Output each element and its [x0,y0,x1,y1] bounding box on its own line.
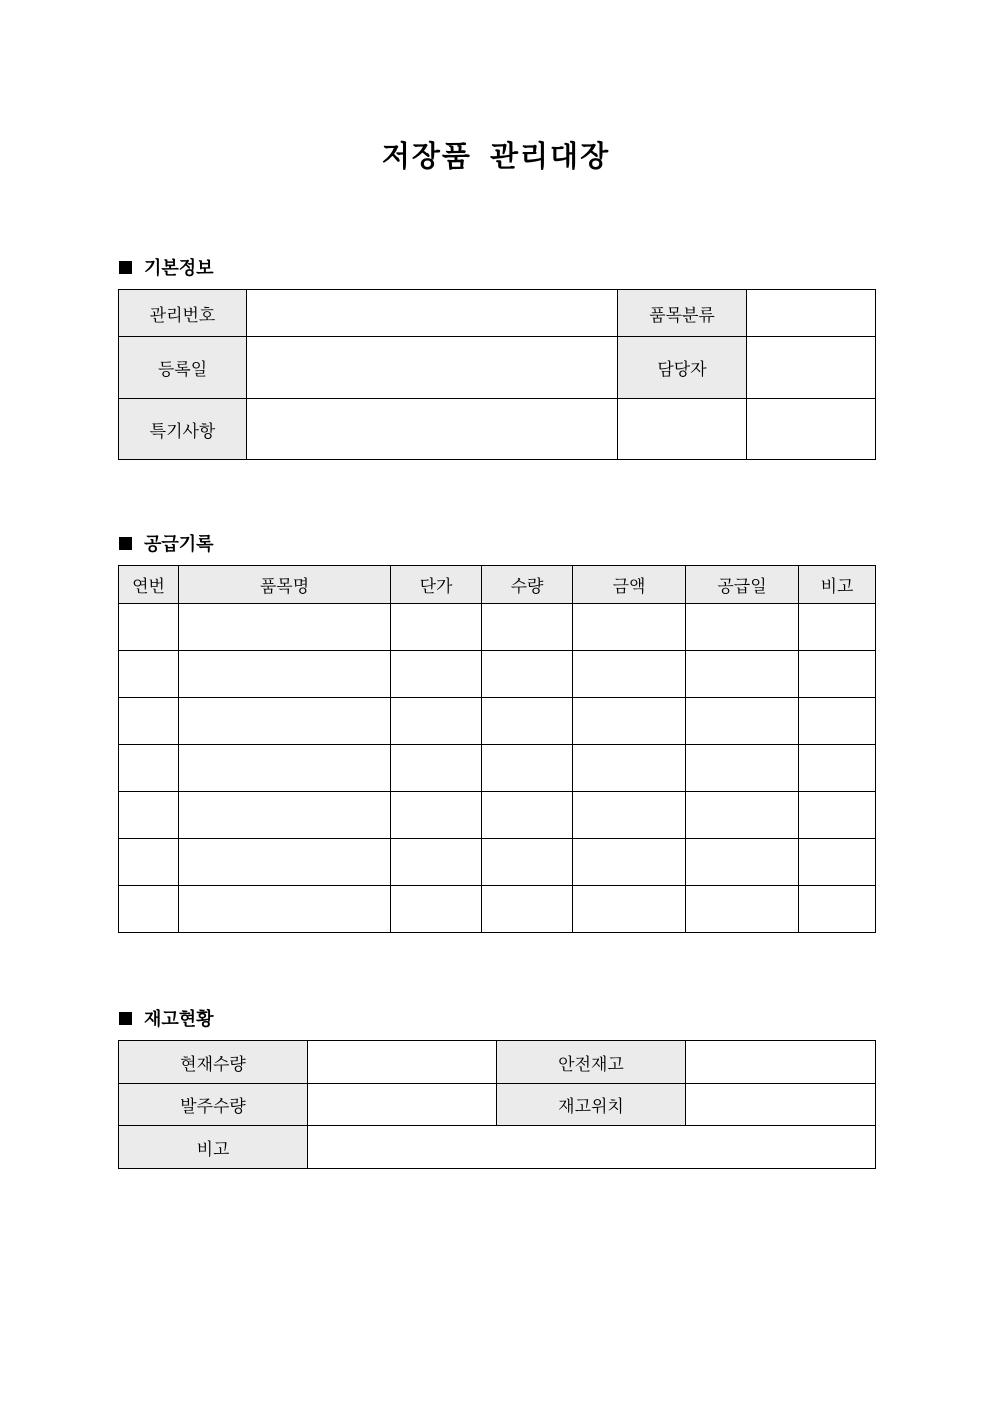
table-cell[interactable] [482,651,573,698]
table-cell[interactable] [391,792,482,839]
table-cell[interactable] [119,886,179,933]
table-cell[interactable] [799,886,876,933]
table-row [119,745,876,792]
section-heading-label: 공급기록 [144,534,214,555]
management-no-field[interactable] [247,290,618,337]
basic-info-table [118,289,876,460]
table-cell[interactable] [686,745,799,792]
label-manager: 담당자 [618,337,747,399]
label-note: 비고 [119,1126,308,1169]
table-cell[interactable] [799,792,876,839]
label-safety-stock: 안전재고 [497,1041,686,1084]
document-title: 저장품 관리대장 [381,139,611,173]
table-cell[interactable] [119,651,179,698]
column-header-serial: 연번 [119,566,179,604]
label-management-no: 관리번호 [119,290,247,337]
table-cell[interactable] [799,651,876,698]
table-cell[interactable] [686,604,799,651]
label-remarks: 특기사항 [119,399,247,460]
table-cell[interactable] [179,792,391,839]
table-cell[interactable] [119,839,179,886]
table-cell[interactable] [686,839,799,886]
label-order-qty: 발주수량 [119,1084,308,1126]
table-cell[interactable] [573,792,686,839]
square-bullet-icon [119,261,132,274]
table-cell[interactable] [482,839,573,886]
section-heading-basic [119,254,214,280]
table-cell[interactable] [686,651,799,698]
table-cell[interactable] [573,839,686,886]
table-cell[interactable] [482,745,573,792]
table-cell[interactable] [179,886,391,933]
column-header-unit-price: 단가 [391,566,482,604]
section-heading-supply [119,530,214,556]
table-cell[interactable] [179,839,391,886]
supply-header-row [119,566,876,604]
remarks-field[interactable] [247,399,618,460]
section-heading-stock [119,1005,214,1031]
table-row [119,886,876,933]
note-field[interactable] [308,1126,876,1169]
table-cell[interactable] [391,886,482,933]
column-header-supply-date: 공급일 [686,566,799,604]
table-cell[interactable] [179,745,391,792]
table-cell[interactable] [482,698,573,745]
stock-status-table [118,1040,876,1169]
table-row [119,698,876,745]
table-row [119,839,876,886]
table-cell[interactable] [391,839,482,886]
current-qty-field[interactable] [308,1041,497,1084]
table-cell[interactable] [573,604,686,651]
table-cell[interactable] [799,604,876,651]
square-bullet-icon [119,537,132,550]
table-cell[interactable] [573,886,686,933]
column-header-quantity: 수량 [482,566,573,604]
table-cell[interactable] [686,886,799,933]
safety-stock-field[interactable] [686,1041,876,1084]
column-header-note: 비고 [799,566,876,604]
remarks-extra-field-1[interactable] [618,399,747,460]
table-cell[interactable] [482,886,573,933]
table-cell[interactable] [573,745,686,792]
remarks-extra-field-2[interactable] [747,399,876,460]
manager-field[interactable] [747,337,876,399]
table-cell[interactable] [573,651,686,698]
column-header-amount: 금액 [573,566,686,604]
supply-record-table [118,565,876,933]
section-heading-label: 재고현황 [144,1009,214,1030]
order-qty-field[interactable] [308,1084,497,1126]
table-cell[interactable] [391,604,482,651]
table-cell[interactable] [179,604,391,651]
table-cell[interactable] [391,651,482,698]
table-cell[interactable] [119,698,179,745]
table-cell[interactable] [179,651,391,698]
table-cell[interactable] [391,745,482,792]
square-bullet-icon [119,1012,132,1025]
table-cell[interactable] [686,792,799,839]
label-category: 품목분류 [618,290,747,337]
table-cell[interactable] [573,698,686,745]
label-location: 재고위치 [497,1084,686,1126]
table-cell[interactable] [799,698,876,745]
category-field[interactable] [747,290,876,337]
table-cell[interactable] [391,698,482,745]
table-cell[interactable] [119,604,179,651]
table-row [119,604,876,651]
table-row [119,651,876,698]
table-cell[interactable] [686,698,799,745]
section-heading-label: 기본정보 [144,258,214,279]
label-current-qty: 현재수량 [119,1041,308,1084]
table-cell[interactable] [119,745,179,792]
table-cell[interactable] [799,745,876,792]
registered-date-field[interactable] [247,337,618,399]
table-cell[interactable] [179,698,391,745]
table-row [119,792,876,839]
table-cell[interactable] [482,604,573,651]
location-field[interactable] [686,1084,876,1126]
table-cell[interactable] [799,839,876,886]
column-header-item-name: 품목명 [179,566,391,604]
label-registered-date: 등록일 [119,337,247,399]
table-cell[interactable] [482,792,573,839]
table-cell[interactable] [119,792,179,839]
